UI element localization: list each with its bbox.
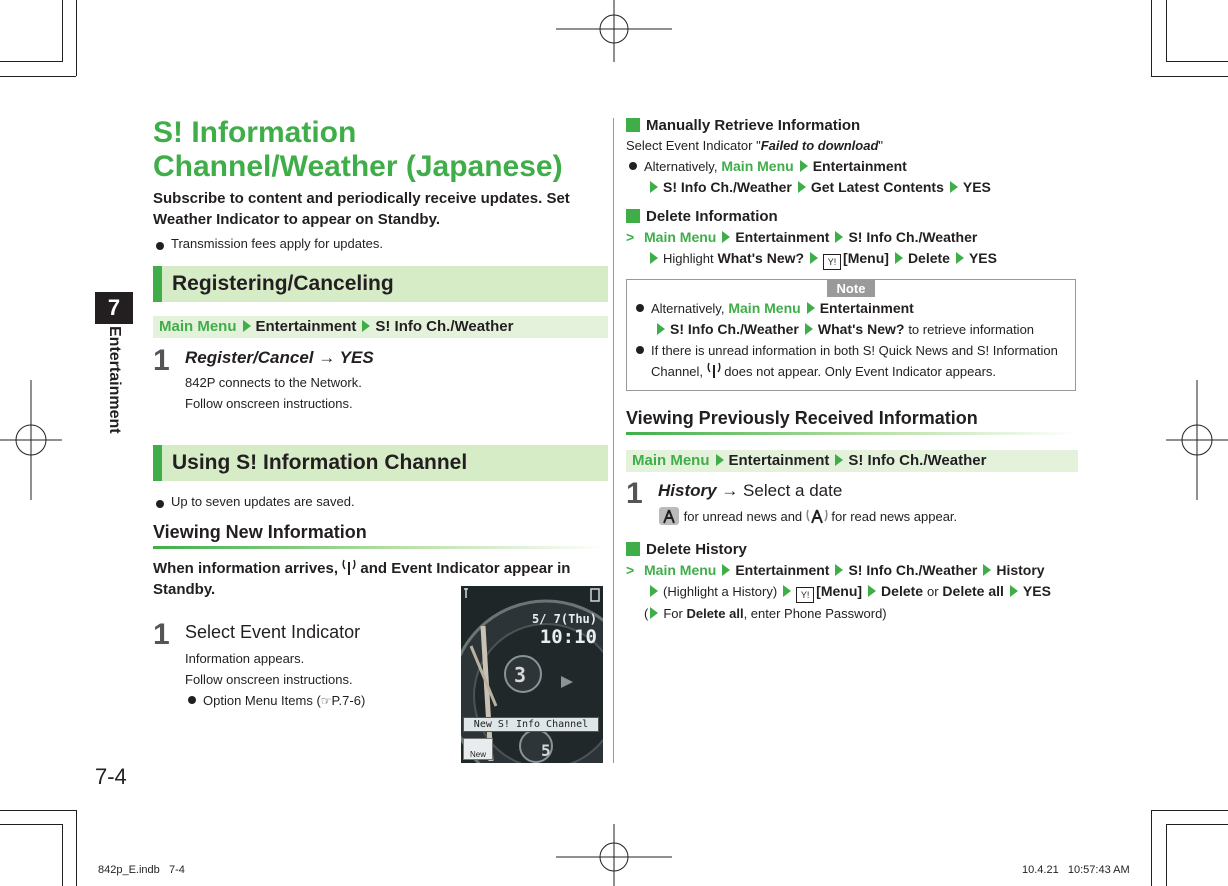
- info-channel-banner[interactable]: New S! Info Channel: [463, 717, 599, 732]
- arrow-icon: [810, 252, 818, 264]
- manual-line-a: Select Event Indicator ": [626, 138, 761, 153]
- note-text: If there is unread information in both S! Quick News and S! Information Channel,: [651, 343, 1058, 379]
- unread-news-icon: [658, 506, 680, 526]
- reference-icon: ☞: [320, 694, 332, 708]
- crop-mark: [0, 76, 76, 77]
- path-delete-all: Delete all: [686, 606, 744, 621]
- menu-path: [626, 450, 1078, 472]
- path-yes: YES: [1022, 583, 1051, 599]
- registration-mark: [1166, 380, 1228, 500]
- registration-mark: [556, 0, 672, 62]
- hint-text: (: [644, 606, 649, 621]
- crop-mark: [76, 0, 77, 76]
- delete-all-hint: [626, 603, 1078, 624]
- crop-mark: [1151, 810, 1152, 886]
- procedure-marker: >: [626, 229, 635, 245]
- path-main-menu: Main Menu: [644, 562, 717, 578]
- menu-entertainment: Entertainment: [255, 318, 357, 335]
- arrow-icon: [950, 181, 958, 193]
- arrow-icon: [722, 231, 730, 243]
- delete-info-heading: Delete Information: [646, 208, 778, 225]
- crop-mark: [62, 0, 63, 62]
- path-info-ch: S! Info Ch./Weather: [670, 321, 799, 337]
- arrow-icon: [835, 564, 843, 576]
- crop-mark: [1151, 810, 1228, 811]
- registration-mark: [0, 380, 62, 500]
- path-menu: [Menu]: [843, 250, 889, 266]
- icon-caption: for unread news and: [683, 509, 803, 524]
- note-text: does not appear. Only Event Indicator appears.: [724, 364, 997, 379]
- step-arrow: →: [721, 481, 739, 500]
- section-title-registering: Registering/Canceling: [153, 266, 608, 302]
- alt-text: Alternatively,: [644, 159, 718, 174]
- arrow-icon: [722, 564, 730, 576]
- path-delete: Delete: [881, 583, 924, 599]
- crop-mark: [0, 61, 62, 62]
- step-text: Follow onscreen instructions.: [185, 396, 353, 411]
- manual-line-em: Failed to download: [760, 138, 879, 153]
- svg-text:5: 5: [541, 741, 551, 760]
- new-indicator-icon[interactable]: New: [463, 738, 493, 760]
- info-channel-icon: [707, 361, 721, 379]
- step-number: 1: [153, 618, 170, 651]
- path-menu: [Menu]: [816, 583, 863, 599]
- note-bullet: [633, 298, 1071, 340]
- column-divider: [613, 118, 614, 763]
- step-history: [626, 477, 1078, 528]
- delete-info-path: [626, 227, 1078, 270]
- slug-file: 842p_E.indb 7-4: [98, 864, 185, 876]
- icon-caption: for read news appear.: [831, 509, 958, 524]
- path-yes: YES: [968, 250, 997, 266]
- intro-bullet: Transmission fees apply for updates.: [153, 236, 608, 251]
- step-title: Register/Cancel: [185, 348, 314, 367]
- step-bullet: [185, 690, 453, 712]
- highlight-text: Highlight: [663, 251, 714, 266]
- arrow-icon: [895, 252, 903, 264]
- path-entertainment: Entertainment: [819, 300, 914, 316]
- path-main-menu: Main Menu: [721, 158, 794, 174]
- yahoo-key-icon: Y!: [796, 587, 814, 603]
- delete-history-heading: Delete History: [646, 541, 747, 558]
- crop-mark: [0, 810, 76, 811]
- path-entertainment: Entertainment: [735, 562, 830, 578]
- read-news-icon: [806, 506, 828, 526]
- arrow-icon: [835, 231, 843, 243]
- delete-history-path: [626, 560, 1078, 603]
- arrow-icon: [650, 585, 658, 597]
- path-entertainment: Entertainment: [735, 229, 830, 245]
- arrow-icon: [1010, 585, 1018, 597]
- menu-main: Main Menu: [632, 452, 710, 469]
- arrow-icon: [800, 160, 808, 172]
- highlight-text: (Highlight a History): [663, 584, 778, 599]
- arrow-icon: [657, 323, 665, 335]
- step-text: Information appears.: [185, 651, 305, 666]
- menu-entertainment: Entertainment: [728, 452, 830, 469]
- arrow-icon: [650, 607, 658, 619]
- arrow-icon: [650, 181, 658, 193]
- lead-text-a: When information arrives,: [153, 560, 339, 577]
- section-title-using: Using S! Information Channel: [153, 445, 608, 481]
- chapter-label: Entertainment: [106, 326, 123, 434]
- note-text: Alternatively,: [651, 301, 725, 316]
- chapter-number: 7: [95, 292, 133, 324]
- square-bullet-icon: [626, 118, 640, 132]
- arrow-icon: [805, 323, 813, 335]
- crop-mark: [1166, 824, 1228, 825]
- arrow-icon: [956, 252, 964, 264]
- step-text: [658, 506, 1078, 528]
- page-reference: P.7-6): [331, 693, 366, 708]
- arrow-icon: [650, 252, 658, 264]
- step-text: 842P connects to the Network.: [185, 375, 362, 390]
- menu-main: Main Menu: [159, 318, 237, 335]
- subhead-viewing-previous: Viewing Previously Received Information: [626, 408, 1078, 435]
- arrow-icon: [243, 320, 251, 332]
- path-whats-new: What's New?: [817, 321, 905, 337]
- svg-text:3: 3: [514, 663, 527, 687]
- step-title: Select Event Indicator: [185, 622, 361, 642]
- path-get-latest: Get Latest Contents: [810, 179, 944, 195]
- crop-mark: [0, 824, 62, 825]
- step-number: 1: [153, 344, 170, 377]
- square-bullet-icon: [626, 542, 640, 556]
- step-register: [153, 344, 608, 414]
- manual-alt: [626, 156, 1078, 197]
- path-entertainment: Entertainment: [812, 158, 907, 174]
- step-bullet-text: Option Menu Items (: [203, 693, 321, 708]
- step-select-event: [153, 618, 453, 712]
- step-number: 1: [626, 477, 643, 510]
- crop-mark: [1151, 0, 1152, 76]
- crop-mark: [62, 824, 63, 886]
- menu-path: [153, 316, 608, 338]
- manual-line: [626, 136, 1078, 156]
- subhead-viewing-new: Viewing New Information: [153, 522, 608, 549]
- step-title-yes: YES: [339, 348, 374, 367]
- right-column: [626, 116, 1078, 624]
- page-number: 7-4: [95, 764, 127, 789]
- arrow-icon: [807, 302, 815, 314]
- note-tag: Note: [827, 280, 876, 297]
- hint-text: For: [663, 606, 683, 621]
- path-delete-all: Delete all: [942, 583, 1004, 599]
- note-text: to retrieve information: [908, 322, 1035, 337]
- hint-text: , enter Phone Password): [743, 606, 887, 621]
- path-info-ch: S! Info Ch./Weather: [848, 229, 978, 245]
- step-arrow: →: [318, 348, 336, 367]
- path-delete: Delete: [907, 250, 950, 266]
- path-main-menu: Main Menu: [728, 300, 801, 316]
- note-box: [626, 279, 1076, 391]
- lead-text-b: and Event Indicator appear in Standby.: [153, 560, 571, 598]
- or-text: or: [926, 584, 939, 599]
- note-bullet: [633, 340, 1071, 382]
- intro-text: Subscribe to content and periodically receive updates. Set Weather Indicator to appear on Standby.: [153, 190, 570, 228]
- arrow-icon: [716, 454, 724, 466]
- procedure-marker: >: [626, 562, 635, 578]
- path-info-ch: S! Info Ch./Weather: [848, 562, 978, 578]
- section-bullet: Up to seven updates are saved.: [153, 494, 608, 509]
- arrow-icon: [362, 320, 370, 332]
- crop-mark: [1151, 76, 1228, 77]
- yahoo-key-icon: Y!: [823, 254, 841, 270]
- step-title: History: [658, 481, 717, 500]
- phone-time: 10:10: [539, 626, 597, 648]
- menu-info-ch: S! Info Ch./Weather: [848, 452, 987, 469]
- crop-mark: [76, 810, 77, 886]
- phone-screenshot: [461, 586, 603, 763]
- arrow-icon: [783, 585, 791, 597]
- info-channel-icon: [342, 558, 356, 576]
- slug-timestamp: 10.4.21 10:57:43 AM: [1022, 864, 1130, 876]
- path-history: History: [996, 562, 1045, 578]
- path-main-menu: Main Menu: [644, 229, 717, 245]
- step-title-rest: Select a date: [743, 481, 843, 500]
- arrow-icon: [868, 585, 876, 597]
- crop-mark: [1166, 824, 1167, 886]
- manual-heading: Manually Retrieve Information: [646, 117, 861, 134]
- path-info-ch: S! Info Ch./Weather: [663, 179, 792, 195]
- menu-info-ch: S! Info Ch./Weather: [375, 318, 514, 335]
- manual-line-b: ": [878, 138, 884, 153]
- path-whats-new: What's New?: [717, 250, 805, 266]
- square-bullet-icon: [626, 209, 640, 223]
- registration-mark: [556, 824, 672, 886]
- crop-mark: [1166, 61, 1228, 62]
- arrow-icon: [983, 564, 991, 576]
- crop-mark: [1166, 0, 1167, 62]
- arrow-icon: [835, 454, 843, 466]
- page-title: S! Information Channel/Weather (Japanese): [153, 116, 563, 183]
- phone-date: 5/ 7(Thu): [531, 612, 597, 626]
- arrow-icon: [798, 181, 806, 193]
- step-text: Follow onscreen instructions.: [185, 672, 353, 687]
- path-yes: YES: [962, 179, 991, 195]
